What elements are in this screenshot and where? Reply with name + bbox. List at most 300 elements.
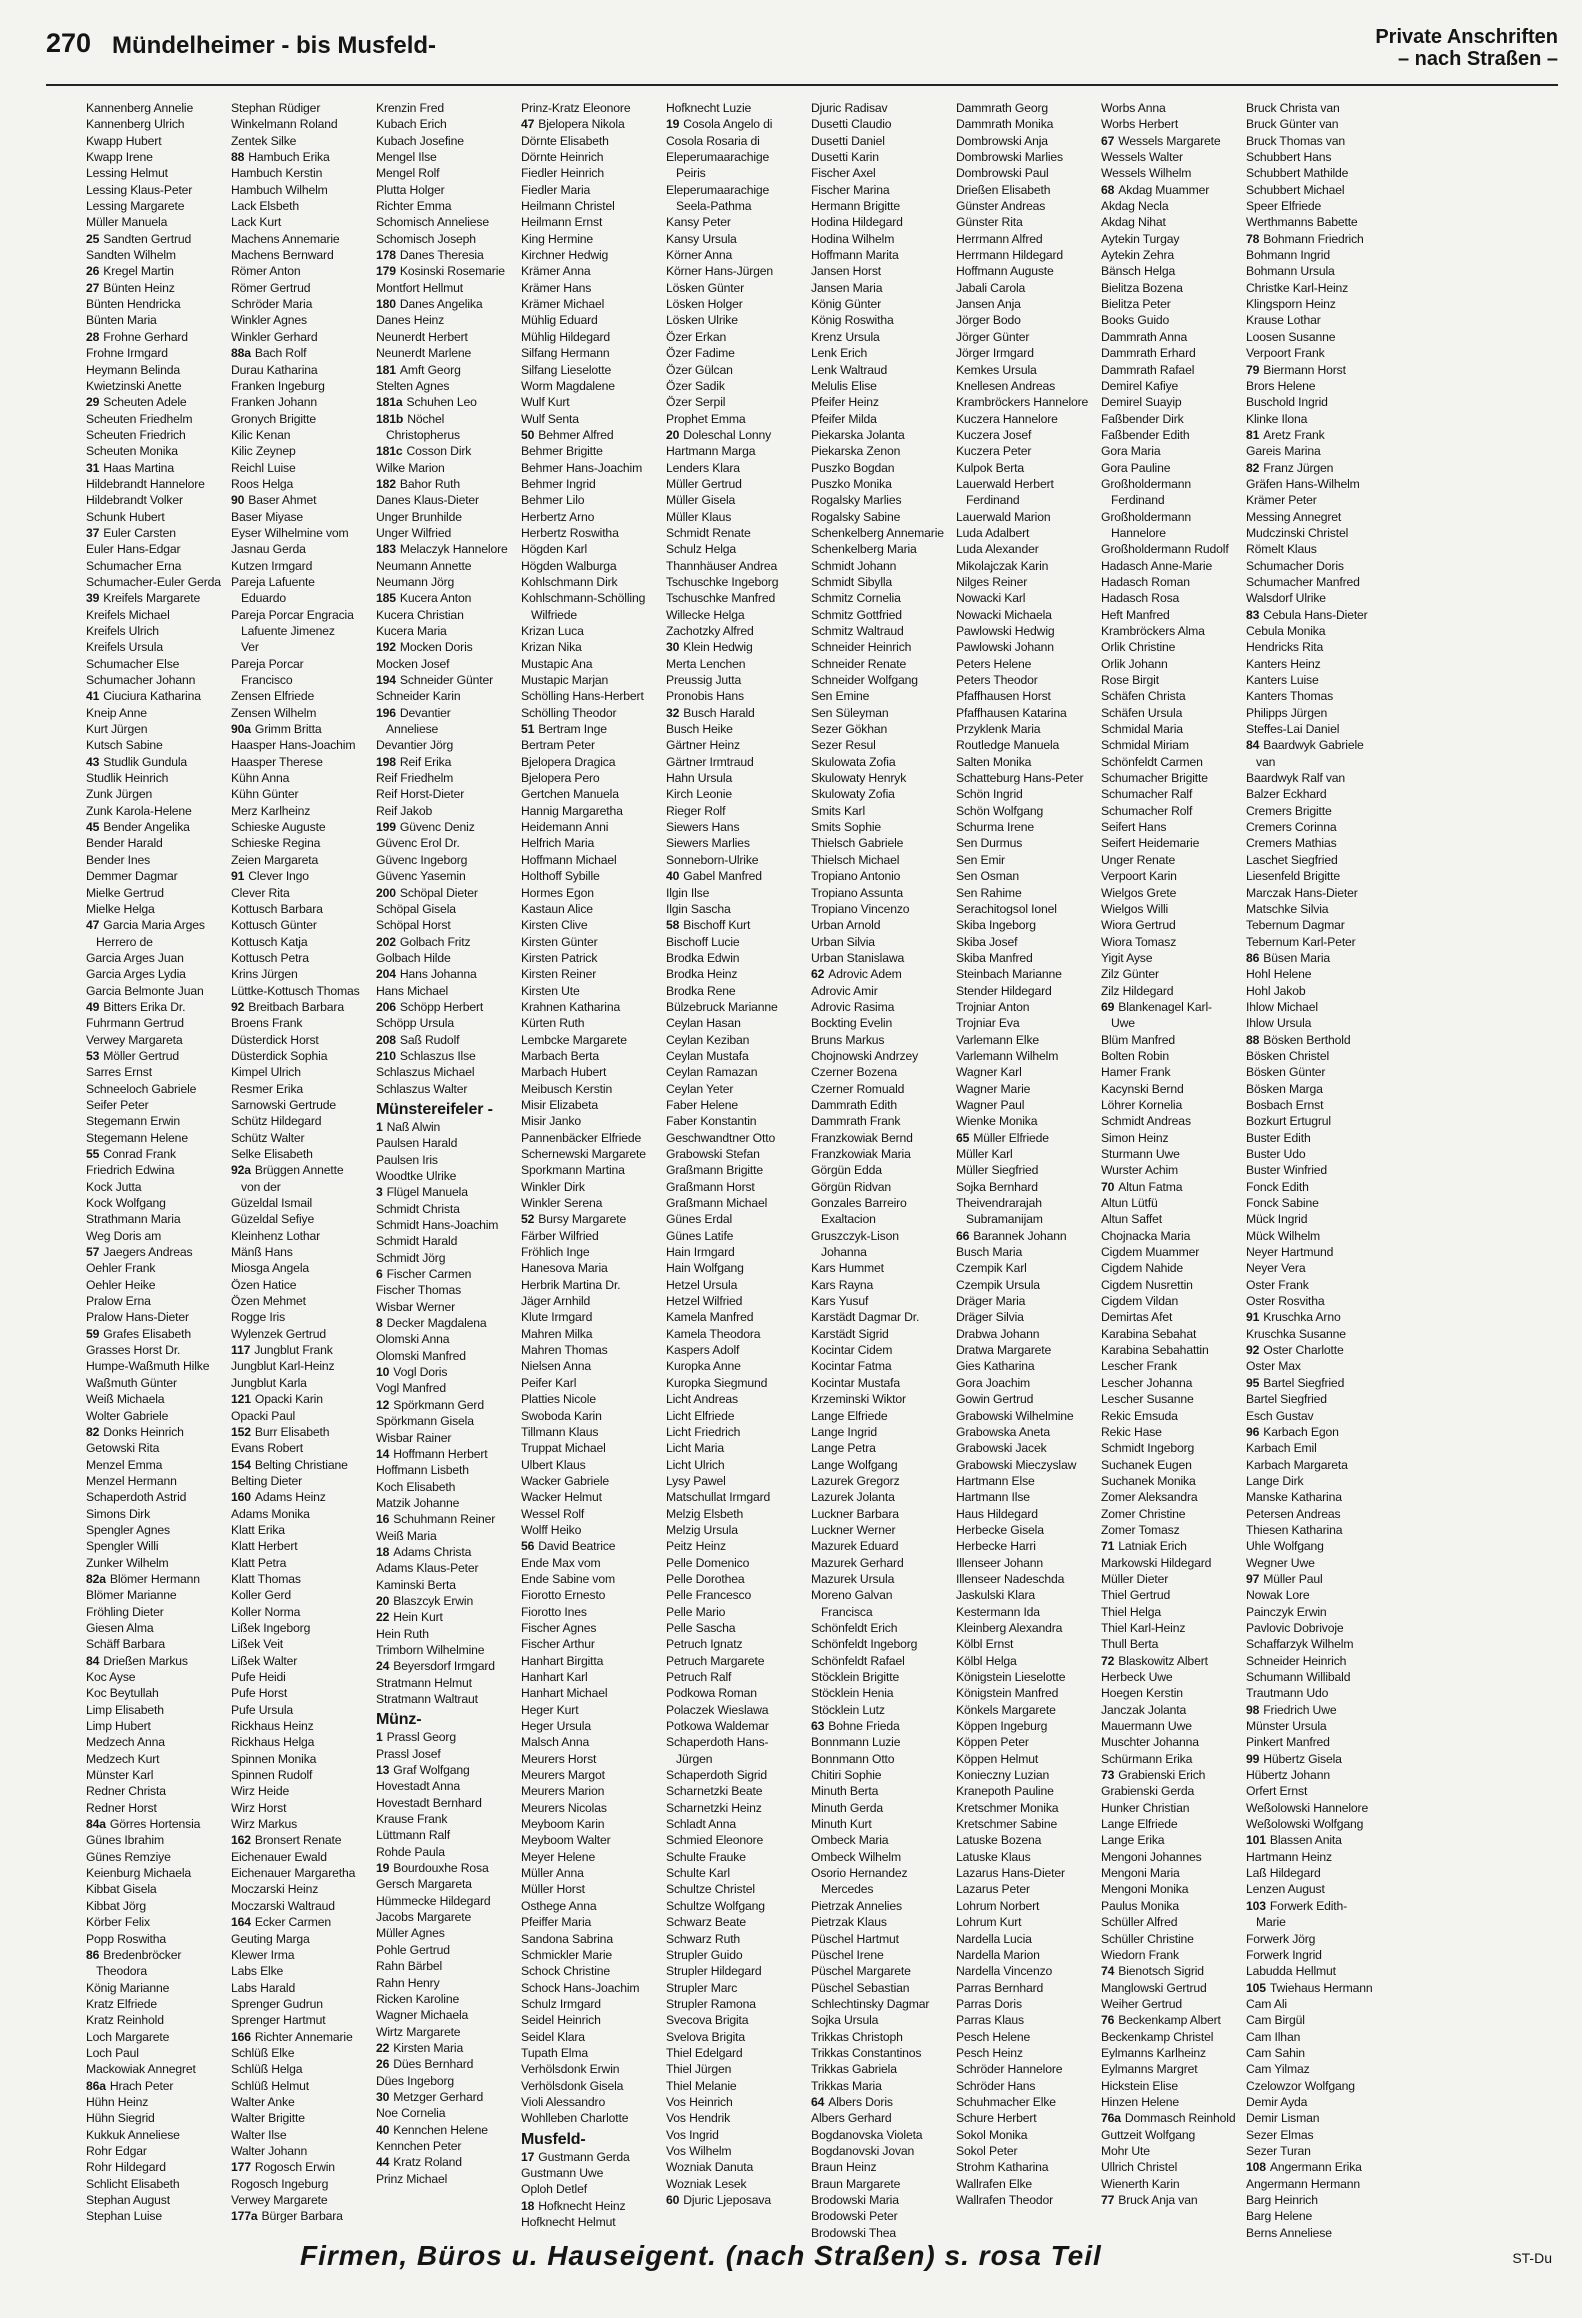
directory-entry: Demir Lisman xyxy=(1246,2111,1320,2126)
resident-name: Görres Hortensia xyxy=(109,1817,201,1832)
directory-entry: Klinke Ilona xyxy=(1246,411,1308,426)
directory-entry: Wessels Walter xyxy=(1101,150,1183,165)
directory-entry: Krambröckers Hannelore xyxy=(956,395,1089,410)
directory-entry: Mazurek Gerhard xyxy=(811,1555,904,1570)
directory-entry xyxy=(231,868,366,884)
directory-entry: Demirel Kafiye xyxy=(1101,378,1179,393)
entry-continuation: van xyxy=(1256,754,1276,769)
directory-entry: Tillmann Klaus xyxy=(521,1424,599,1439)
directory-entry: Prophet Emma xyxy=(666,411,746,426)
directory-entry: Wozniak Lesek xyxy=(666,2176,747,2191)
directory-entry: Kuczera Josef xyxy=(956,427,1032,442)
directory-entry xyxy=(376,263,511,279)
house-number: 19 xyxy=(666,117,680,132)
directory-entry: Dörnte Elisabeth xyxy=(521,133,609,148)
directory-entry: Gärtner Heinz xyxy=(666,738,740,753)
directory-entry: Melzig Elsbeth xyxy=(666,1506,744,1521)
directory-entry: Kirsten Clive xyxy=(521,918,588,933)
directory-entry xyxy=(1246,1424,1381,1440)
directory-entry: Schlechtinsky Dagmar xyxy=(811,1996,930,2011)
directory-entry xyxy=(86,1653,221,1669)
resident-name: Beckenkamp Albert xyxy=(1118,2013,1221,2028)
directory-entry xyxy=(666,705,801,721)
directory-entry: Laschet Siegfried xyxy=(1246,852,1338,867)
directory-entry: Oster Frank xyxy=(1246,1277,1309,1292)
directory-entry: Barg Helene xyxy=(1246,2209,1313,2224)
directory-entry: Wilke Marion xyxy=(376,460,445,475)
directory-entry: Mück Wilhelm xyxy=(1246,1228,1321,1243)
directory-entry: Ceylan Ramazan xyxy=(666,1065,758,1080)
house-number: 91 xyxy=(1246,1310,1260,1325)
entry-continuation: Anneliese xyxy=(386,722,439,737)
house-number: 178 xyxy=(376,248,396,263)
directory-entry xyxy=(376,1762,511,1778)
directory-entry: Kannenberg Ulrich xyxy=(86,117,185,132)
directory-entry: Matschullat Irmgard xyxy=(666,1490,771,1505)
directory-entry: Schmitz Waltraud xyxy=(811,624,904,638)
directory-entry: Schäfen Ursula xyxy=(1101,705,1183,720)
directory-entry: Kuropka Siegmund xyxy=(666,1375,768,1390)
directory-entry: Kühn Günter xyxy=(231,787,299,802)
directory-entry: Hovestadt Anna xyxy=(376,1779,460,1794)
directory-entry: Pelle Domenico xyxy=(666,1555,750,1570)
directory-entry: Schwarz Beate xyxy=(666,1915,747,1930)
resident-name: Bach Rolf xyxy=(254,346,307,361)
directory-entry: Wielgos Grete xyxy=(1101,885,1177,900)
resident-name: Schuhen Leo xyxy=(406,395,477,410)
directory-entry: Thannhäuser Andrea xyxy=(666,558,778,573)
house-number: 82 xyxy=(1246,460,1260,475)
directory-entry: Schumacher-Euler Gerda xyxy=(86,574,221,589)
directory-entry: Mengel Ilse xyxy=(376,150,437,165)
directory-entry: Merz Karlheinz xyxy=(231,803,311,818)
directory-entry: Varlemann Elke xyxy=(956,1032,1040,1047)
directory-column xyxy=(666,100,801,2220)
directory-entry: Strupler Marc xyxy=(666,1980,738,1995)
directory-entry: Mück Ingrid xyxy=(1246,1212,1308,1227)
resident-name: Adrovic Adem xyxy=(828,967,902,982)
directory-entry: Özen Hatice xyxy=(231,1277,297,1292)
directory-entry: Kirsten Patrick xyxy=(521,950,598,965)
resident-name: Kucera Anton xyxy=(399,591,472,606)
header-rule xyxy=(46,84,1558,86)
house-number: 37 xyxy=(86,525,100,540)
directory-entry: Ombeck Maria xyxy=(811,1833,889,1848)
directory-entry: Kürten Ruth xyxy=(521,1016,585,1031)
resident-name: Bronsert Renate xyxy=(254,1833,342,1848)
directory-entry: Färber Wilfried xyxy=(521,1228,599,1243)
directory-entry: Kwapp Hubert xyxy=(86,133,162,148)
directory-entry xyxy=(1246,362,1381,378)
directory-entry: Demir Ayda xyxy=(1246,2094,1308,2109)
directory-entry: Schumacher Johann xyxy=(86,673,196,688)
directory-entry: Labudda Hellmut xyxy=(1246,1964,1336,1979)
directory-entry: Karbach Emil xyxy=(1246,1441,1317,1456)
directory-entry: Painczyk Erwin xyxy=(1246,1604,1327,1619)
directory-entry xyxy=(376,2122,511,2138)
directory-entry: Neunerdt Herbert xyxy=(376,329,468,344)
directory-entry: Koller Gerd xyxy=(231,1588,291,1603)
directory-entry: Dombrowski Paul xyxy=(956,166,1049,181)
house-number: 177a xyxy=(231,2209,258,2224)
directory-entry: Geuting Marga xyxy=(231,1931,310,1946)
house-number: 52 xyxy=(521,1212,535,1227)
directory-entry: Dammrath Edith xyxy=(811,1097,897,1112)
directory-entry: Meyboom Walter xyxy=(521,1833,611,1848)
directory-entry: Schmickler Marie xyxy=(521,1947,613,1962)
directory-entry: Lessing Helmut xyxy=(86,166,168,181)
house-number: 6 xyxy=(376,1267,383,1282)
resident-name: Dommasch Reinhold xyxy=(1124,2111,1236,2126)
directory-entry: Kratz Elfriede xyxy=(86,1996,158,2011)
directory-entry: Pfaffhausen Horst xyxy=(956,689,1051,704)
directory-entry: Zensen Elfriede xyxy=(231,689,315,704)
resident-name: Blassen Anita xyxy=(1269,1833,1342,1848)
directory-entry: Tebernum Karl-Peter xyxy=(1246,934,1356,949)
directory-entry: Speer Elfriede xyxy=(1246,199,1322,214)
directory-entry: Chojnacka Maria xyxy=(1101,1228,1191,1243)
house-number: 47 xyxy=(86,918,100,933)
directory-entry: Weg Doris am xyxy=(86,1228,162,1243)
directory-entry: Pfeiffer Maria xyxy=(521,1915,592,1930)
directory-entry: Bonnmann Otto xyxy=(811,1751,895,1766)
directory-entry: Thiel Jürgen xyxy=(666,2062,732,2077)
directory-entry: Schneider Karin xyxy=(376,689,461,704)
directory-entry: Schmidal Miriam xyxy=(1101,738,1189,753)
directory-entry xyxy=(376,1729,511,1745)
resident-name: Wessels Margarete xyxy=(1118,133,1221,148)
directory-entry: Schubbert Mathilde xyxy=(1246,166,1349,181)
directory-entry: Zachotzky Alfred xyxy=(666,624,754,638)
directory-entry: Wozniak Danuta xyxy=(666,2160,754,2175)
directory-entry: Thielsch Gabriele xyxy=(811,836,904,851)
directory-entry: Lange Elfriede xyxy=(1101,1817,1178,1832)
directory-entry: Strupler Hildegard xyxy=(666,1964,762,1979)
directory-entry: Pannenbäcker Elfriede xyxy=(521,1130,642,1145)
directory-entry: Urban Silvia xyxy=(811,934,875,949)
directory-entry: Klute Irmgard xyxy=(521,1310,593,1325)
resident-name: Friedrich Uwe xyxy=(1263,1702,1337,1717)
directory-entry: Cam Ali xyxy=(1246,1996,1287,2011)
house-number: 81 xyxy=(1246,427,1260,442)
directory-entry: Kleinberg Alexandra xyxy=(956,1620,1063,1635)
directory-entry: Matzik Johanne xyxy=(376,1495,460,1510)
directory-entry: Tropiano Assunta xyxy=(811,885,903,900)
directory-entry: Jaskulski Klara xyxy=(956,1588,1036,1603)
directory-entry xyxy=(231,1424,366,1440)
resident-name: Jaegers Andreas xyxy=(103,1245,193,1260)
directory-entry: Pinkert Manfred xyxy=(1246,1735,1330,1750)
directory-entry: Schaffarzyk Wilhelm xyxy=(1246,1637,1354,1652)
directory-entry: Evans Robert xyxy=(231,1441,304,1456)
directory-entry: Kennchen Peter xyxy=(376,2138,462,2153)
resident-name: Melaczyk Hannelore xyxy=(399,542,508,557)
section-title-line1: Private Anschriften xyxy=(1375,26,1558,48)
directory-entry: Dräger Maria xyxy=(956,1294,1026,1309)
directory-entry: Kottusch Petra xyxy=(231,950,309,965)
directory-entry: Schönfeldt Ingeborg xyxy=(811,1637,918,1652)
directory-entry: Oploh Detlef xyxy=(521,2182,587,2197)
directory-entry: Worbs Anna xyxy=(1101,101,1166,115)
directory-entry: Stratmann Waltraut xyxy=(376,1692,478,1706)
directory-entry: Lißek Ingeborg xyxy=(231,1620,311,1635)
directory-entry: Marczak Hans-Dieter xyxy=(1246,885,1358,900)
street-heading: Münstereifeler - xyxy=(376,1100,493,1118)
directory-entry: Lange Dirk xyxy=(1246,1473,1304,1488)
directory-entry: Schmidal Maria xyxy=(1101,722,1183,737)
directory-entry: Laß Hildegard xyxy=(1246,1866,1321,1881)
house-number: 57 xyxy=(86,1245,100,1260)
directory-entry: Ulbert Klaus xyxy=(521,1457,586,1472)
directory-entry: Özer Sadik xyxy=(666,378,725,393)
directory-entry: Platties Nicole xyxy=(521,1392,596,1407)
directory-entry: Krizan Nika xyxy=(521,640,582,655)
house-number: 96 xyxy=(1246,1424,1260,1439)
directory-entry: Kreifels Ursula xyxy=(86,640,163,655)
directory-entry: Schönfeldt Carmen xyxy=(1101,754,1203,769)
directory-entry: Wohlleben Charlotte xyxy=(521,2111,629,2126)
directory-entry: Svelova Brigita xyxy=(666,2029,746,2044)
directory-entry: Scheuten Friedhelm xyxy=(86,411,193,426)
directory-entry: Mengoni Monika xyxy=(1101,1882,1189,1897)
directory-entry: Hambuch Kerstin xyxy=(231,166,323,181)
directory-entry: Adams Klaus-Peter xyxy=(376,1561,479,1576)
resident-name: Kennchen Helene xyxy=(393,2122,488,2137)
directory-entry: Moczarski Waltraud xyxy=(231,1898,335,1913)
directory-entry: Müller Gertrud xyxy=(666,476,742,491)
resident-name: Bünten Heinz xyxy=(103,280,175,295)
directory-entry: Schunk Hubert xyxy=(86,509,165,524)
directory-entry: Hanhart Birgitta xyxy=(521,1653,604,1668)
house-number: 196 xyxy=(376,705,396,720)
directory-entry: Nardella Marion xyxy=(956,1947,1040,1962)
directory-entry: Adams Monika xyxy=(231,1506,310,1521)
house-number: 69 xyxy=(1101,999,1115,1014)
entry-continuation: Ferdinand xyxy=(966,493,1020,508)
directory-entry: Giesen Alma xyxy=(86,1620,154,1635)
house-number: 43 xyxy=(86,754,100,769)
directory-entry: Hannig Margaretha xyxy=(521,803,623,818)
directory-entry: Herbeck Uwe xyxy=(1101,1670,1173,1684)
directory-entry xyxy=(376,1315,511,1331)
directory-entry: Bösken Christel xyxy=(1246,1048,1330,1063)
resident-name: Devantier xyxy=(399,705,451,720)
directory-entry: Fischer Thomas xyxy=(376,1283,462,1298)
directory-entry: Bösken Günter xyxy=(1246,1065,1326,1080)
directory-entry: Hain Wolfgang xyxy=(666,1261,744,1276)
directory-entry xyxy=(86,1424,221,1440)
directory-entry: Cremers Corinna xyxy=(1246,820,1337,835)
house-number: 45 xyxy=(86,820,100,835)
directory-entry: Güzeldal Sefiye xyxy=(231,1212,315,1227)
directory-entry: Schieske Regina xyxy=(231,836,321,851)
directory-entry: Kilic Zeynep xyxy=(231,444,296,459)
directory-entry xyxy=(86,263,221,279)
directory-entry: Schmidt Sibylla xyxy=(811,574,893,589)
directory-entry xyxy=(1101,182,1236,198)
directory-entry: Czerner Romuald xyxy=(811,1081,905,1096)
directory-entry: Christke Karl-Heinz xyxy=(1246,280,1349,295)
house-number: 60 xyxy=(666,2193,680,2207)
resident-name: Klein Hedwig xyxy=(683,640,753,655)
directory-entry: Pavlovic Dobrivoje xyxy=(1246,1620,1344,1635)
directory-entry: Dusetti Claudio xyxy=(811,117,892,132)
directory-entry: Grabowski Wilhelmine xyxy=(956,1408,1074,1423)
directory-entry: Großholdermann xyxy=(1101,476,1192,491)
house-number: 28 xyxy=(86,329,100,344)
directory-entry xyxy=(86,1146,221,1162)
directory-entry: Mudczinski Christel xyxy=(1246,525,1349,540)
entry-continuation: Wilfriede xyxy=(531,607,578,622)
directory-entry: Hetzel Wilfried xyxy=(666,1294,743,1309)
house-number: 8 xyxy=(376,1316,383,1331)
directory-entry: Franzkowiak Maria xyxy=(811,1147,911,1161)
directory-entry: Altun Lütfü xyxy=(1101,1196,1158,1211)
directory-entry: Lösken Holger xyxy=(666,297,743,312)
directory-entry: Thiel Melanie xyxy=(666,2078,737,2093)
directory-entry: Bänsch Helga xyxy=(1101,264,1176,279)
directory-entry: Krahnen Katharina xyxy=(521,999,621,1014)
directory-entry: Müller Klaus xyxy=(666,509,732,524)
directory-entry: Blömer Marianne xyxy=(86,1588,177,1603)
directory-entry: Fiorotto Ines xyxy=(521,1604,587,1619)
directory-entry: Hendricks Rita xyxy=(1246,640,1324,655)
directory-entry: Kuczera Peter xyxy=(956,444,1032,459)
directory-entry: Schaperdoth Hans- xyxy=(666,1735,769,1750)
house-number: 20 xyxy=(376,1593,390,1608)
resident-name: Biermann Horst xyxy=(1263,362,1346,377)
directory-entry: Ende Sabine vom xyxy=(521,1571,615,1586)
directory-entry: Rohde Paula xyxy=(376,1844,445,1859)
directory-entry: Drießen Elisabeth xyxy=(956,182,1051,197)
directory-entry: Franken Johann xyxy=(231,395,317,410)
directory-entry: Kirch Leonie xyxy=(666,787,732,802)
directory-entry: Mikolajczak Karin xyxy=(956,558,1049,573)
resident-name: Kregel Martin xyxy=(103,264,174,279)
directory-entry xyxy=(86,1816,221,1832)
resident-name: Cebula Hans-Dieter xyxy=(1263,607,1368,622)
house-number: 74 xyxy=(1101,1964,1115,1979)
resident-name: Müller Elfriede xyxy=(973,1130,1049,1145)
directory-entry xyxy=(376,2056,511,2072)
directory-entry: Oster Max xyxy=(1246,1359,1301,1374)
resident-name: Busch Harald xyxy=(683,705,755,720)
directory-entry xyxy=(376,296,511,312)
directory-entry: Beckenkamp Christel xyxy=(1101,2029,1214,2044)
house-number: 30 xyxy=(666,640,680,655)
directory-entry: Schulz Irmgard xyxy=(521,1996,601,2011)
directory-entry: Rahn Henry xyxy=(376,1975,440,1990)
directory-entry: Hübertz Johann xyxy=(1246,1768,1330,1783)
directory-entry xyxy=(521,2198,656,2214)
directory-entry: Nowak Lore xyxy=(1246,1588,1310,1603)
directory-entry: Mocken Josef xyxy=(376,656,450,671)
directory-entry xyxy=(376,1593,511,1609)
directory-entry: Eleperumaarachige xyxy=(666,182,770,197)
directory-entry: Mengoni Johannes xyxy=(1101,1849,1202,1864)
directory-entry: Jasnau Gerda xyxy=(231,542,306,557)
resident-name: Amft Georg xyxy=(399,362,461,377)
directory-entry: Schmied Eleonore xyxy=(666,1833,764,1848)
directory-entry: Hartmann Ilse xyxy=(956,1490,1030,1505)
house-number: 181b xyxy=(376,411,404,426)
directory-entry: Franken Ingeburg xyxy=(231,378,325,393)
directory-entry: Zomer Christine xyxy=(1101,1506,1186,1521)
directory-entry: Orfert Ernst xyxy=(1246,1784,1308,1799)
directory-entry xyxy=(1246,1342,1381,1358)
directory-entry: Herbertz Arno xyxy=(521,509,595,524)
directory-entry xyxy=(1246,1032,1381,1048)
directory-entry: Pfeifer Heinz xyxy=(811,395,879,410)
directory-entry: Kacynski Bernd xyxy=(1101,1081,1184,1096)
directory-entry: Faber Helene xyxy=(666,1097,739,1112)
directory-entry: Schmidt Renate xyxy=(666,525,751,540)
directory-entry: Nardella Vincenzo xyxy=(956,1964,1053,1979)
directory-entry: Peitz Heinz xyxy=(666,1539,726,1554)
directory-entry xyxy=(811,2094,946,2110)
resident-name: Kruschka Arno xyxy=(1263,1310,1341,1325)
directory-entry: Schröder Hans xyxy=(956,2078,1036,2093)
resident-name: Beyersdorf Irmgard xyxy=(393,1659,495,1674)
directory-entry: Ceylan Hasan xyxy=(666,1016,741,1031)
directory-column xyxy=(376,100,511,2220)
directory-entry: Lohrum Norbert xyxy=(956,1898,1040,1913)
directory-entry xyxy=(956,1228,1091,1244)
directory-entry: Hambuch Wilhelm xyxy=(231,182,328,197)
directory-entry xyxy=(1246,950,1381,966)
house-number: 117 xyxy=(231,1343,251,1358)
directory-entry: Lessing Margarete xyxy=(86,199,185,214)
directory-entry: Unger Renate xyxy=(1101,852,1176,867)
directory-entry: Strohm Katharina xyxy=(956,2160,1049,2175)
directory-entry: Sen Süleyman xyxy=(811,705,889,720)
directory-entry xyxy=(1246,2159,1381,2175)
directory-entry: Mazurek Ursula xyxy=(811,1571,895,1586)
directory-entry: Behmer Brigitte xyxy=(521,444,603,459)
directory-entry: Buster Winfried xyxy=(1246,1163,1328,1178)
directory-entry: Dammrath Frank xyxy=(811,1114,901,1129)
directory-entry: Petersen Andreas xyxy=(1246,1506,1341,1521)
directory-entry xyxy=(376,1609,511,1625)
directory-entry: Jacobs Margarete xyxy=(376,1910,472,1925)
directory-entry: Zomer Tomasz xyxy=(1101,1522,1180,1537)
directory-entry: Pelle Sascha xyxy=(666,1620,736,1635)
directory-entry: Kuczera Hannelore xyxy=(956,411,1058,426)
directory-entry: Kreifels Michael xyxy=(86,607,170,622)
directory-column xyxy=(811,100,946,2240)
directory-entry: Reif Horst-Dieter xyxy=(376,787,465,802)
directory-entry: Fiedler Heinrich xyxy=(521,166,604,181)
directory-entry: Schumacher Ralf xyxy=(1101,787,1193,802)
directory-entry: Wylenzek Gertrud xyxy=(231,1326,327,1341)
directory-entry: Schumacher Doris xyxy=(1246,558,1344,573)
house-number: 82a xyxy=(86,1571,106,1586)
page-number: 270 xyxy=(46,28,92,58)
directory-entry: Kannenberg Annelie xyxy=(86,101,194,115)
directory-entry xyxy=(376,966,511,982)
directory-entry: Stöcklein Brigitte xyxy=(811,1670,900,1684)
directory-entry: Roos Helga xyxy=(231,476,294,491)
directory-entry: Theivendrarajah xyxy=(956,1196,1042,1211)
directory-entry: Brodowski Peter xyxy=(811,2209,898,2224)
directory-entry: Faßbender Dirk xyxy=(1101,411,1184,426)
directory-entry: Schock Hans-Joachim xyxy=(521,1980,640,1995)
house-number: 84a xyxy=(86,1817,106,1832)
directory-entry: Schneider Heinrich xyxy=(1246,1653,1347,1668)
directory-entry: Brodka Heinz xyxy=(666,967,738,982)
directory-entry: Ceylan Keziban xyxy=(666,1032,750,1047)
directory-entry: Kansy Peter xyxy=(666,215,731,230)
